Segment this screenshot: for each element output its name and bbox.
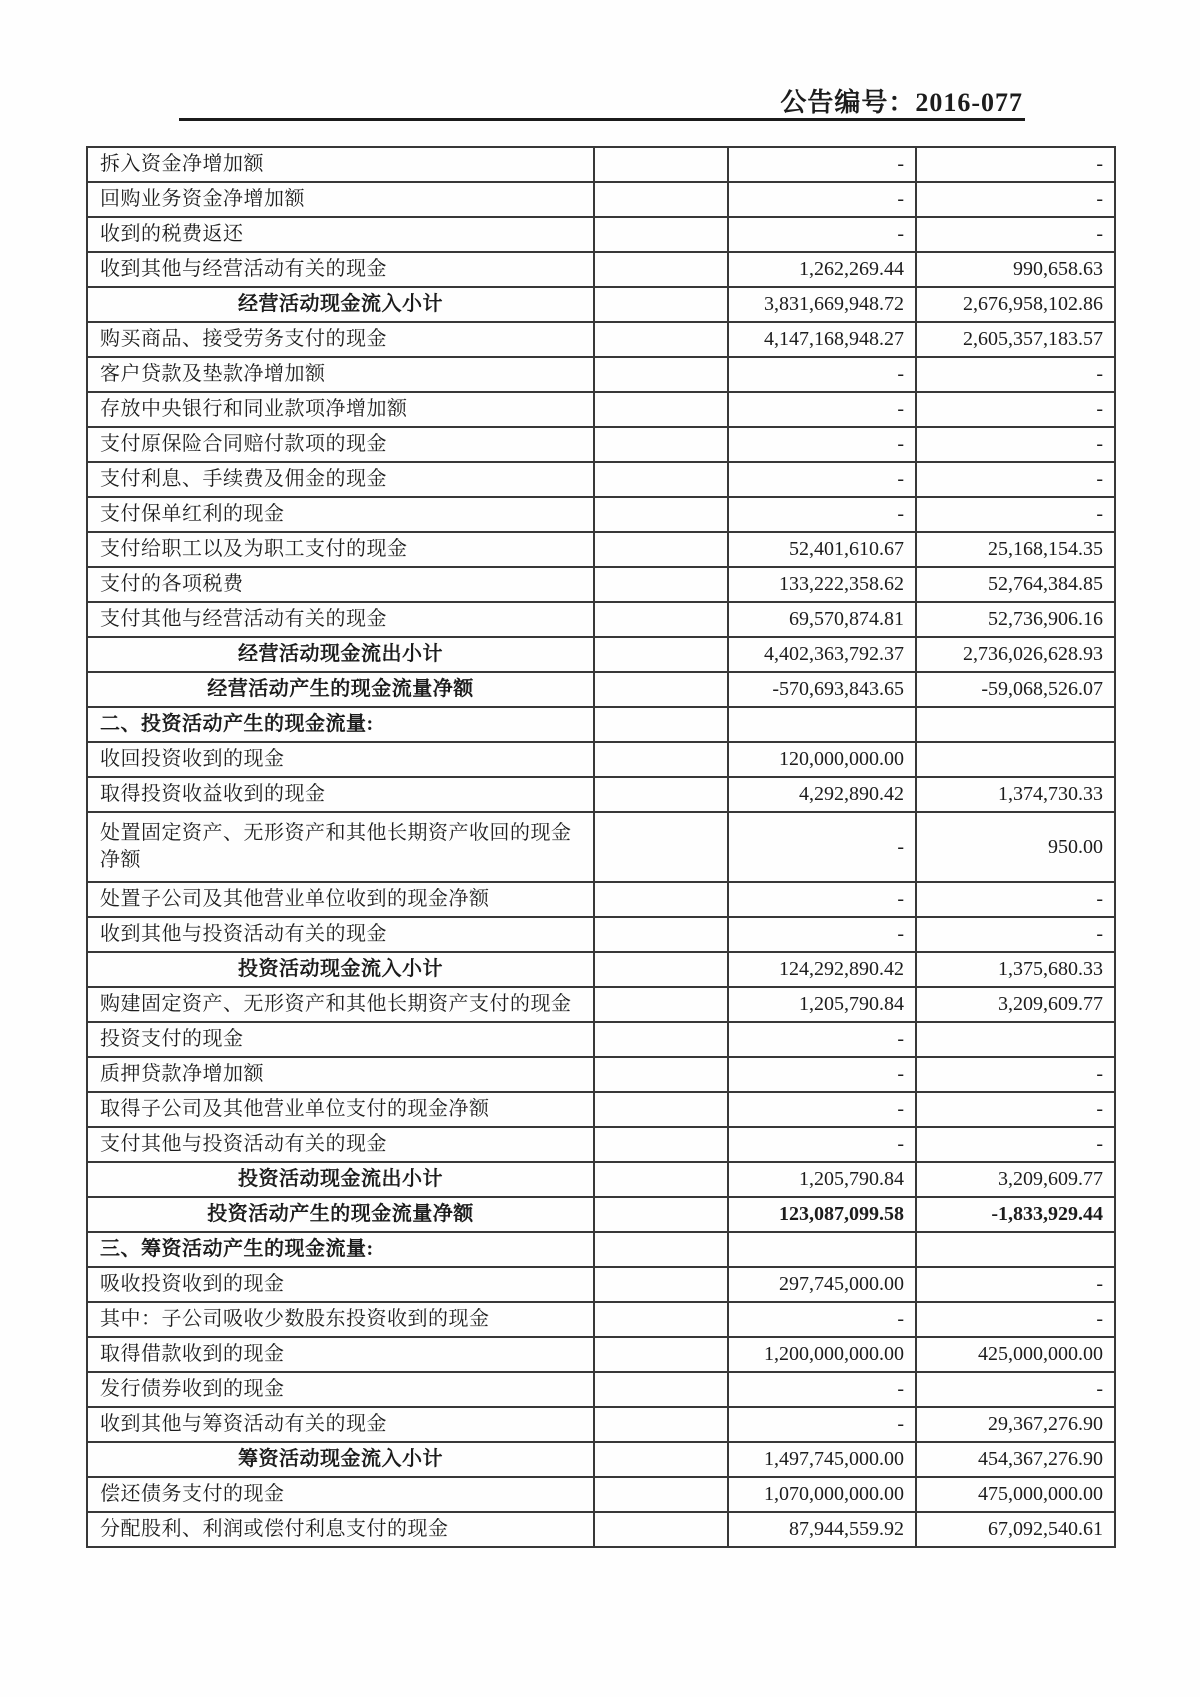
prior-period-value: 3,209,609.77: [916, 987, 1115, 1022]
table-row: [87, 532, 1115, 567]
prior-period-value: -: [916, 462, 1115, 497]
prior-period-value: 2,736,026,628.93: [916, 637, 1115, 672]
row-spacer-cell: [594, 287, 728, 322]
row-label: 分配股利、利润或偿付利息支付的现金: [87, 1512, 594, 1547]
row-spacer-cell: [594, 147, 728, 182]
current-period-value: 1,262,269.44: [728, 252, 916, 287]
row-label: 发行债券收到的现金: [87, 1372, 594, 1407]
row-spacer-cell: [594, 707, 728, 742]
prior-period-value: -: [916, 1057, 1115, 1092]
row-spacer-cell: [594, 882, 728, 917]
row-label: 取得投资收益收到的现金: [87, 777, 594, 812]
row-label: 经营活动产生的现金流量净额: [87, 672, 594, 707]
prior-period-value: -: [916, 1127, 1115, 1162]
row-spacer-cell: [594, 1162, 728, 1197]
table-row: [87, 147, 1115, 182]
row-label: 收到其他与筹资活动有关的现金: [87, 1407, 594, 1442]
row-label: 二、投资活动产生的现金流量:: [87, 707, 594, 742]
row-spacer-cell: [594, 812, 728, 882]
row-label: 取得借款收到的现金: [87, 1337, 594, 1372]
row-spacer-cell: [594, 532, 728, 567]
prior-period-value: -: [916, 1092, 1115, 1127]
current-period-value: -: [728, 1022, 916, 1057]
current-period-value: [728, 1232, 916, 1267]
table-row: [87, 1442, 1115, 1477]
table-row: [87, 462, 1115, 497]
row-spacer-cell: [594, 987, 728, 1022]
current-period-value: -: [728, 357, 916, 392]
row-label: 支付利息、手续费及佣金的现金: [87, 462, 594, 497]
row-spacer-cell: [594, 392, 728, 427]
current-period-value: 52,401,610.67: [728, 532, 916, 567]
prior-period-value: -59,068,526.07: [916, 672, 1115, 707]
row-label: 筹资活动现金流入小计: [87, 1442, 594, 1477]
row-spacer-cell: [594, 567, 728, 602]
table-row: [87, 1337, 1115, 1372]
prior-period-value: 475,000,000.00: [916, 1477, 1115, 1512]
current-period-value: 1,205,790.84: [728, 987, 916, 1022]
row-label: 三、筹资活动产生的现金流量:: [87, 1232, 594, 1267]
row-spacer-cell: [594, 217, 728, 252]
row-label: 投资支付的现金: [87, 1022, 594, 1057]
table-row: [87, 287, 1115, 322]
row-label: 支付保单红利的现金: [87, 497, 594, 532]
current-period-value: -570,693,843.65: [728, 672, 916, 707]
prior-period-value: [916, 1022, 1115, 1057]
row-label: 投资活动现金流出小计: [87, 1162, 594, 1197]
row-label: 处置子公司及其他营业单位收到的现金净额: [87, 882, 594, 917]
row-label: 其中：子公司吸收少数股东投资收到的现金: [87, 1302, 594, 1337]
current-period-value: -: [728, 812, 916, 882]
table-row: [87, 1372, 1115, 1407]
table-row: [87, 1267, 1115, 1302]
table-row: [87, 1407, 1115, 1442]
prior-period-value: 950.00: [916, 812, 1115, 882]
row-spacer-cell: [594, 1127, 728, 1162]
table-row: [87, 182, 1115, 217]
row-spacer-cell: [594, 1477, 728, 1512]
table-row: [87, 322, 1115, 357]
prior-period-value: 67,092,540.61: [916, 1512, 1115, 1547]
table-row: [87, 252, 1115, 287]
current-period-value: -: [728, 1127, 916, 1162]
row-spacer-cell: [594, 1372, 728, 1407]
row-spacer-cell: [594, 1057, 728, 1092]
announcement-number: 公告编号：2016-077: [780, 88, 1023, 117]
row-spacer-cell: [594, 497, 728, 532]
row-label: 收到的税费返还: [87, 217, 594, 252]
current-period-value: [728, 707, 916, 742]
cash-flow-table: [86, 146, 1116, 1548]
row-spacer-cell: [594, 917, 728, 952]
prior-period-value: -: [916, 427, 1115, 462]
table-row: [87, 567, 1115, 602]
prior-period-value: [916, 742, 1115, 777]
prior-period-value: [916, 1232, 1115, 1267]
prior-period-value: 3,209,609.77: [916, 1162, 1115, 1197]
prior-period-value: 1,375,680.33: [916, 952, 1115, 987]
prior-period-value: -: [916, 147, 1115, 182]
row-label: 支付的各项税费: [87, 567, 594, 602]
row-label: 吸收投资收到的现金: [87, 1267, 594, 1302]
row-label: 支付给职工以及为职工支付的现金: [87, 532, 594, 567]
row-label: 客户贷款及垫款净增加额: [87, 357, 594, 392]
current-period-value: -: [728, 1302, 916, 1337]
prior-period-value: 52,736,906.16: [916, 602, 1115, 637]
current-period-value: -: [728, 217, 916, 252]
table-row: [87, 357, 1115, 392]
current-period-value: 4,402,363,792.37: [728, 637, 916, 672]
table-row: [87, 1057, 1115, 1092]
prior-period-value: 52,764,384.85: [916, 567, 1115, 602]
current-period-value: -: [728, 462, 916, 497]
row-spacer-cell: [594, 777, 728, 812]
row-spacer-cell: [594, 1407, 728, 1442]
row-label: 处置固定资产、无形资产和其他长期资产收回的现金净额: [87, 812, 594, 882]
header-rule: [179, 118, 1025, 121]
row-spacer-cell: [594, 602, 728, 637]
prior-period-value: 990,658.63: [916, 252, 1115, 287]
row-label: 取得子公司及其他营业单位支付的现金净额: [87, 1092, 594, 1127]
table-row: [87, 637, 1115, 672]
row-label: 经营活动现金流出小计: [87, 637, 594, 672]
row-label: 收到其他与经营活动有关的现金: [87, 252, 594, 287]
current-period-value: -: [728, 427, 916, 462]
current-period-value: 1,200,000,000.00: [728, 1337, 916, 1372]
current-period-value: 3,831,669,948.72: [728, 287, 916, 322]
current-period-value: -: [728, 392, 916, 427]
current-period-value: 124,292,890.42: [728, 952, 916, 987]
prior-period-value: -: [916, 1267, 1115, 1302]
row-spacer-cell: [594, 952, 728, 987]
current-period-value: 297,745,000.00: [728, 1267, 916, 1302]
row-spacer-cell: [594, 1512, 728, 1547]
row-label: 支付其他与经营活动有关的现金: [87, 602, 594, 637]
table-row: [87, 1302, 1115, 1337]
row-spacer-cell: [594, 1302, 728, 1337]
row-label: 质押贷款净增加额: [87, 1057, 594, 1092]
table-row: [87, 1022, 1115, 1057]
current-period-value: 87,944,559.92: [728, 1512, 916, 1547]
row-spacer-cell: [594, 672, 728, 707]
current-period-value: -: [728, 182, 916, 217]
table-row: [87, 1092, 1115, 1127]
row-spacer-cell: [594, 322, 728, 357]
prior-period-value: -: [916, 882, 1115, 917]
row-spacer-cell: [594, 1232, 728, 1267]
row-spacer-cell: [594, 1022, 728, 1057]
row-label: 拆入资金净增加额: [87, 147, 594, 182]
table-row: [87, 672, 1115, 707]
table-row: [87, 707, 1115, 742]
prior-period-value: 425,000,000.00: [916, 1337, 1115, 1372]
current-period-value: 4,292,890.42: [728, 777, 916, 812]
prior-period-value: 2,605,357,183.57: [916, 322, 1115, 357]
row-label: 存放中央银行和同业款项净增加额: [87, 392, 594, 427]
row-spacer-cell: [594, 637, 728, 672]
prior-period-value: 25,168,154.35: [916, 532, 1115, 567]
prior-period-value: -: [916, 497, 1115, 532]
current-period-value: -: [728, 1407, 916, 1442]
row-spacer-cell: [594, 427, 728, 462]
current-period-value: 1,205,790.84: [728, 1162, 916, 1197]
row-spacer-cell: [594, 742, 728, 777]
table-row: [87, 812, 1115, 882]
table-row: [87, 917, 1115, 952]
prior-period-value: 29,367,276.90: [916, 1407, 1115, 1442]
prior-period-value: -: [916, 917, 1115, 952]
table-row: [87, 497, 1115, 532]
table-row: [87, 1232, 1115, 1267]
table-row: [87, 777, 1115, 812]
current-period-value: 133,222,358.62: [728, 567, 916, 602]
current-period-value: -: [728, 1092, 916, 1127]
row-label: 回购业务资金净增加额: [87, 182, 594, 217]
prior-period-value: -: [916, 1302, 1115, 1337]
row-label: 支付原保险合同赔付款项的现金: [87, 427, 594, 462]
row-spacer-cell: [594, 1337, 728, 1372]
prior-period-value: -: [916, 1372, 1115, 1407]
row-label: 偿还债务支付的现金: [87, 1477, 594, 1512]
prior-period-value: -: [916, 392, 1115, 427]
prior-period-value: -: [916, 217, 1115, 252]
row-spacer-cell: [594, 1197, 728, 1232]
row-label: 投资活动现金流入小计: [87, 952, 594, 987]
table-row: [87, 1162, 1115, 1197]
current-period-value: 120,000,000.00: [728, 742, 916, 777]
table-row: [87, 952, 1115, 987]
table-row: [87, 987, 1115, 1022]
row-label: 支付其他与投资活动有关的现金: [87, 1127, 594, 1162]
table-row: [87, 1197, 1115, 1232]
prior-period-value: -: [916, 357, 1115, 392]
row-spacer-cell: [594, 1442, 728, 1477]
current-period-value: -: [728, 1372, 916, 1407]
current-period-value: -: [728, 1057, 916, 1092]
cash-flow-table-body: [87, 147, 1115, 1547]
table-row: [87, 1127, 1115, 1162]
row-spacer-cell: [594, 1267, 728, 1302]
table-row: [87, 427, 1115, 462]
row-label: 投资活动产生的现金流量净额: [87, 1197, 594, 1232]
prior-period-value: -1,833,929.44: [916, 1197, 1115, 1232]
current-period-value: 123,087,099.58: [728, 1197, 916, 1232]
prior-period-value: [916, 707, 1115, 742]
table-row: [87, 217, 1115, 252]
current-period-value: -: [728, 147, 916, 182]
table-row: [87, 742, 1115, 777]
current-period-value: 1,070,000,000.00: [728, 1477, 916, 1512]
prior-period-value: 1,374,730.33: [916, 777, 1115, 812]
row-spacer-cell: [594, 252, 728, 287]
table-row: [87, 602, 1115, 637]
row-spacer-cell: [594, 462, 728, 497]
row-label: 经营活动现金流入小计: [87, 287, 594, 322]
prior-period-value: -: [916, 182, 1115, 217]
current-period-value: -: [728, 497, 916, 532]
row-spacer-cell: [594, 1092, 728, 1127]
current-period-value: 69,570,874.81: [728, 602, 916, 637]
current-period-value: -: [728, 917, 916, 952]
row-spacer-cell: [594, 182, 728, 217]
prior-period-value: 454,367,276.90: [916, 1442, 1115, 1477]
row-label: 购买商品、接受劳务支付的现金: [87, 322, 594, 357]
prior-period-value: 2,676,958,102.86: [916, 287, 1115, 322]
table-row: [87, 1512, 1115, 1547]
row-label: 收到其他与投资活动有关的现金: [87, 917, 594, 952]
current-period-value: 1,497,745,000.00: [728, 1442, 916, 1477]
row-label: 购建固定资产、无形资产和其他长期资产支付的现金: [87, 987, 594, 1022]
table-row: [87, 392, 1115, 427]
row-label: 收回投资收到的现金: [87, 742, 594, 777]
table-row: [87, 1477, 1115, 1512]
table-row: [87, 882, 1115, 917]
row-spacer-cell: [594, 357, 728, 392]
current-period-value: 4,147,168,948.27: [728, 322, 916, 357]
current-period-value: -: [728, 882, 916, 917]
